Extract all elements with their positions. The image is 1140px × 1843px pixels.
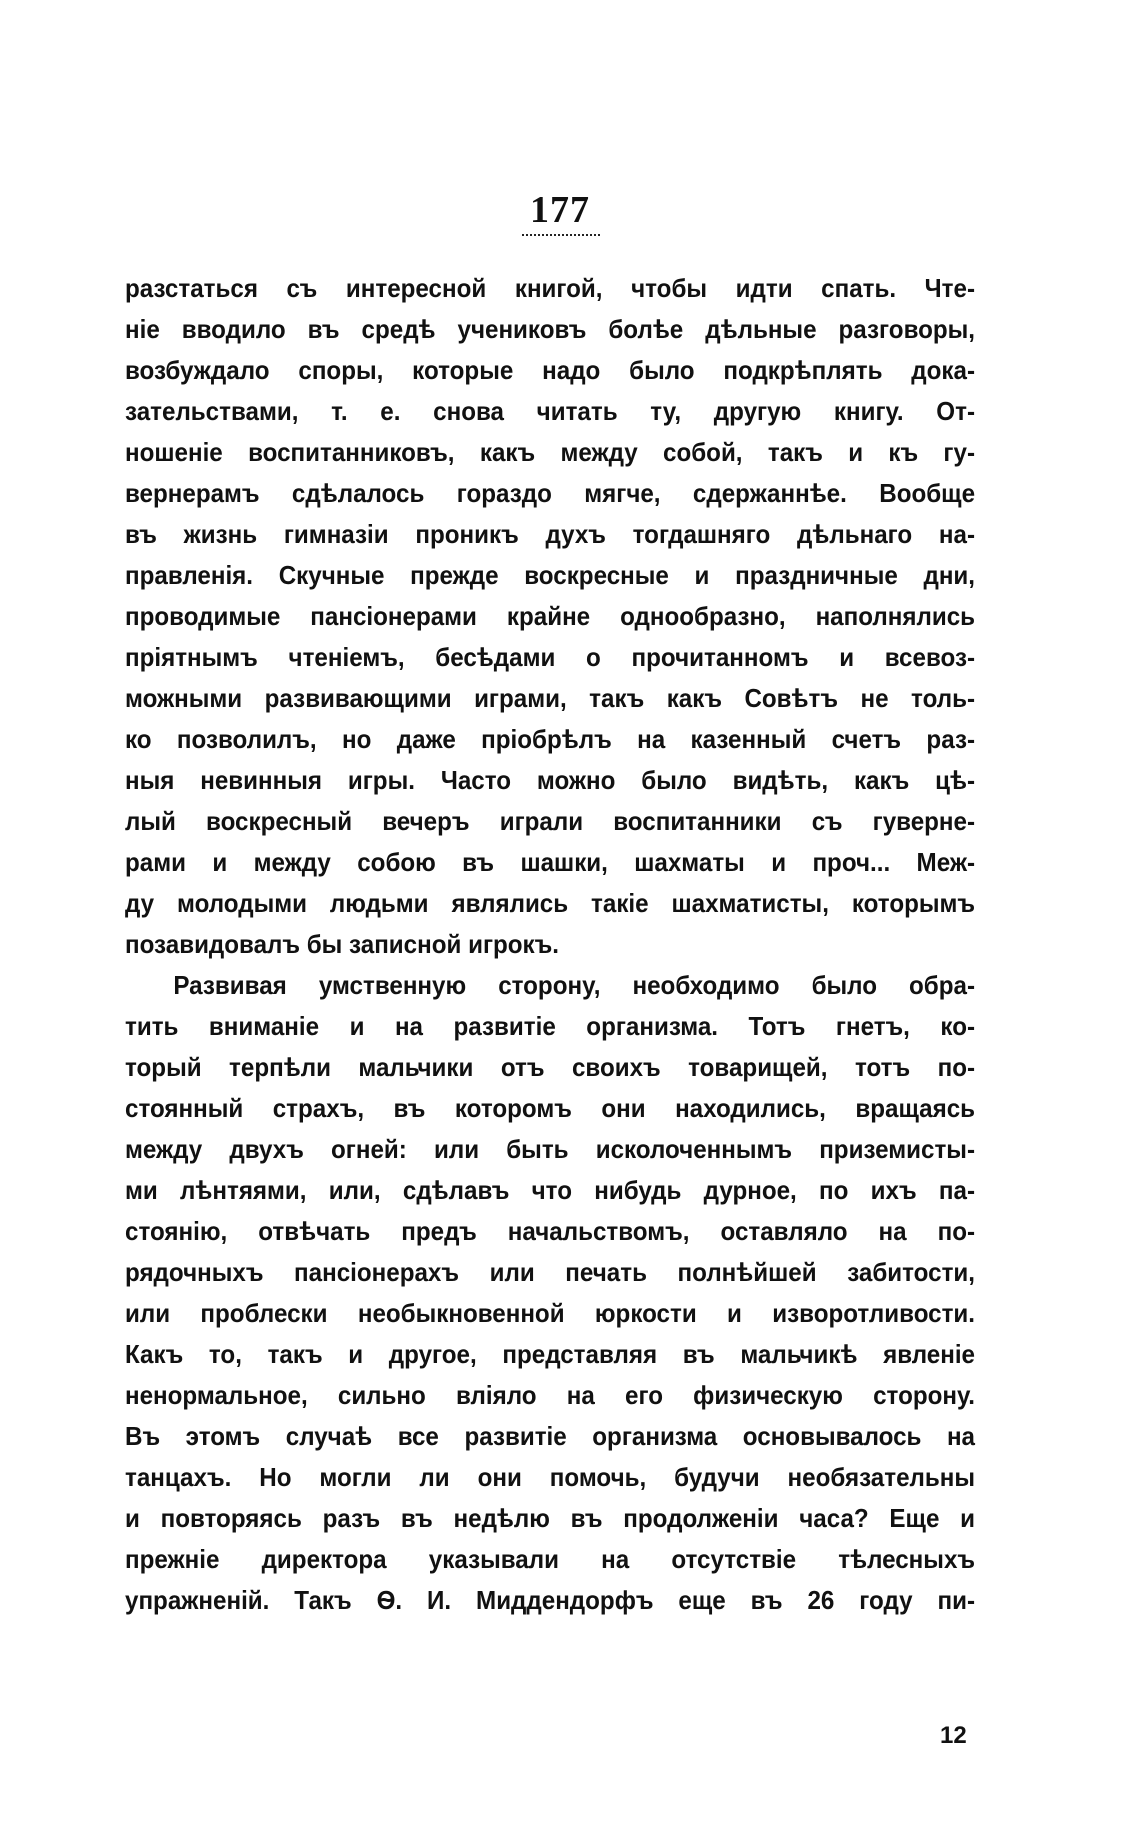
text-line: Развивая умственную сторону, необходимо было обра- xyxy=(173,970,976,1000)
text-line: ніе вводило въ средѣ учениковъ болѣе дѣльные разговоры, xyxy=(125,314,976,344)
text-line: лый воскресный вечеръ играли воспитанники съ гуверне- xyxy=(125,806,976,836)
text-line: торый терпѣли мальчики отъ своихъ товарищей, тотъ по- xyxy=(125,1052,976,1082)
text-line: рядочныхъ пансіонерахъ или печать полнѣйшей забитости, xyxy=(125,1257,976,1287)
text-line: Какъ то, такъ и другое, представляя въ мальчикѣ явленіе xyxy=(125,1339,976,1369)
text-line: въ жизнь гимназіи проникъ духъ тогдашняго дѣльнаго на- xyxy=(125,519,976,549)
page-number-rule xyxy=(522,234,600,236)
signature-mark: 12 xyxy=(940,1722,967,1749)
text-line: зательствами, т. е. снова читать ту, другую книгу. От- xyxy=(125,396,976,426)
text-line: ду молодыми людьми являлись такіе шахматисты, которымъ xyxy=(125,888,976,918)
text-line: стоянію, отвѣчать предъ начальствомъ, оставляло на по- xyxy=(125,1216,976,1246)
text-line: ненормальное, сильно вліяло на его физическую сторону. xyxy=(125,1380,976,1410)
text-line: или проблески необыкновенной юркости и изворотливости. xyxy=(125,1298,976,1328)
text-line: разстаться съ интересной книгой, чтобы идти спать. Чте- xyxy=(125,273,976,303)
body-text xyxy=(125,268,976,1621)
text-line: можными развивающими играми, такъ какъ Совѣтъ не толь- xyxy=(125,683,976,713)
text-line: ко позволилъ, но даже пріобрѣлъ на казенный счетъ раз- xyxy=(125,724,976,754)
text-line: между двухъ огней: или быть исколоченнымъ приземисты- xyxy=(125,1134,976,1164)
text-line: ныя невинныя игры. Часто можно было видѣть, какъ цѣ- xyxy=(125,765,976,795)
text-line: и повторяясь разъ въ недѣлю въ продолженіи часа? Еще и xyxy=(125,1503,976,1533)
text-line: ношеніе воспитанниковъ, какъ между собой, такъ и къ гу- xyxy=(125,437,976,467)
text-line: ми лѣнтяями, или, сдѣлавъ что нибудь дурное, по ихъ па- xyxy=(125,1175,976,1205)
text-line: проводимые пансіонерами крайне однообразно, наполнялись xyxy=(125,601,976,631)
text-line: танцахъ. Но могли ли они помочь, будучи необязательны xyxy=(125,1462,976,1492)
text-line: прежніе директора указывали на отсутствіе тѣлесныхъ xyxy=(125,1544,976,1574)
page-number: 177 xyxy=(530,189,590,231)
text-line: Въ этомъ случаѣ все развитіе организма основывалось на xyxy=(125,1421,976,1451)
text-line: упражненій. Такъ Ѳ. И. Миддендорфъ еще въ 26 году пи- xyxy=(125,1585,976,1615)
text-line: пріятнымъ чтеніемъ, бесѣдами о прочитанномъ и всевоз- xyxy=(125,642,976,672)
text-line: стоянный страхъ, въ которомъ они находились, вращаясь xyxy=(125,1093,976,1123)
text-line: возбуждало споры, которые надо было подкрѣплять дока- xyxy=(125,355,976,385)
text-line: правленія. Скучные прежде воскресные и праздничные дни, xyxy=(125,560,976,590)
text-line: вернерамъ сдѣлалось гораздо мягче, сдержаннѣе. Вообще xyxy=(125,478,976,508)
text-line: позавидовалъ бы записной игрокъ. xyxy=(125,929,560,959)
text-line: тить вниманіе и на развитіе организма. Тотъ гнетъ, ко- xyxy=(125,1011,976,1041)
text-line: рами и между собою въ шашки, шахматы и проч... Меж- xyxy=(125,847,976,877)
